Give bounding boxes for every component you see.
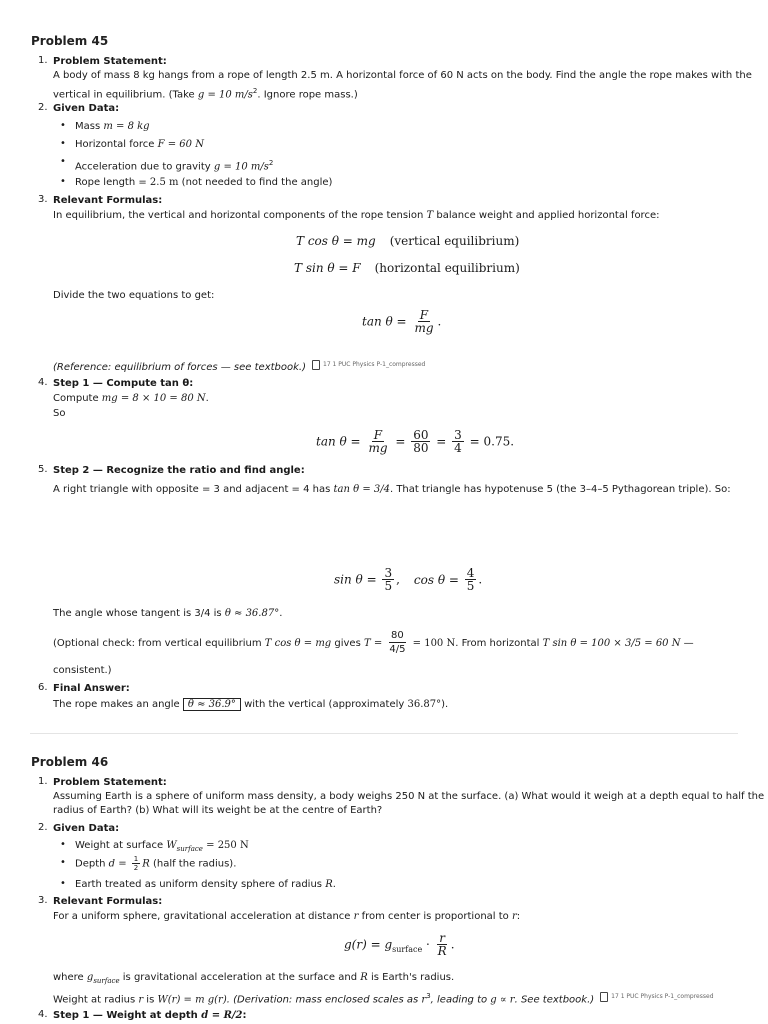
step-number: 4. (38, 1009, 48, 1020)
step-number: 3. (38, 194, 48, 205)
weight-line: Weight at radius r is W(r) = m g(r). (Derivation: mass enclosed scales as $r^3$, leading to g ∝ r. See textbook.) 17 1 PUC Physics P-1_compressed (53, 992, 714, 1006)
formula-intro: For a uniform sphere, gravitational acceleration at distance r from center is proportional to r: (53, 911, 521, 922)
given-item: Weight at surface $W_{surface} = 250$ N (75, 840, 249, 853)
compute-line: Compute mg = 8 × 10 = 80 N. (53, 393, 209, 404)
statement-line: Assuming Earth is a sphere of uniform mass density, a body weighs 250 N at the surface. (a) What would it weigh at a depth equal to half the (53, 791, 765, 802)
section-label: Step 1 — Weight at depth d = R/2: (53, 1010, 247, 1021)
bullet-icon: • (60, 156, 66, 167)
statement-line: A body of mass 8 kg hangs from a rope of length 2.5 m. A horizontal force of 60 N acts on the body. Find the angle the rope makes with the (53, 70, 752, 81)
given-item: Depth d = $\frac{1}{2}$ R (half the radius). (75, 855, 237, 872)
divide-text: Divide the two equations to get: (53, 290, 215, 301)
angle-line: The angle whose tangent is 3/4 is θ ≈ 36.87°. (53, 608, 283, 619)
answer-box: θ ≈ 36.9° (183, 698, 241, 711)
equation-g-r: $g(r) = g_{surface}$ · $\frac{r}{R}$ . (344, 931, 455, 958)
given-item: Acceleration due to gravity g = 10 $m/s^2$ (75, 159, 274, 173)
step-number: 2. (38, 822, 48, 833)
statement-line: radius of Earth? (b) What will its weight be at the centre of Earth? (53, 805, 383, 816)
given-item: Earth treated as uniform density sphere of radius R. (75, 879, 336, 890)
section-label: Final Answer: (53, 683, 130, 694)
step-number: 3. (38, 895, 48, 906)
equation-sin-cos: sin θ = $\frac{3}{5}$ , cos θ = $\frac{4}{5}$ . (334, 566, 483, 593)
equation-horizontal: T sin θ = F (horizontal equilibrium) (294, 261, 520, 275)
given-item: Rope length = 2.5 m (not needed to find the angle) (75, 177, 333, 188)
section-label: Problem Statement: (53, 56, 167, 67)
section-label: Given Data: (53, 823, 120, 834)
bullet-icon: • (60, 878, 66, 889)
statement-line: vertical in equilibrium. (Take g = 10 $m/s^2$. Ignore rope mass.) (53, 87, 358, 101)
bullet-icon: • (60, 857, 66, 868)
equation-tan: tan θ = $\frac{F}{mg}$ . (362, 308, 442, 335)
triangle-line: A right triangle with opposite = 3 and adjacent = 4 has tan θ = 3/4. That triangle has hypotenuse 5 (the 3–4–5 Pythagorean triple). So: (53, 484, 731, 495)
bullet-icon: • (60, 839, 66, 850)
equation-tan-value: tan θ = $\frac{F}{mg}$ = $\frac{60}{80}$ = $\frac{3}{4}$ = 0.75. (316, 428, 515, 455)
problem-45-title: Problem 45 (31, 34, 109, 48)
section-label: Relevant Formulas: (53, 195, 163, 206)
step-number: 1. (38, 55, 48, 66)
so-text: So (53, 408, 66, 419)
source-chip[interactable]: 17 1 PUC Physics P-1_compressed (312, 358, 425, 372)
step-number: 2. (38, 102, 48, 113)
step-number: 1. (38, 776, 48, 787)
where-line: where $g_{surface}$ is gravitational acceleration at the surface and R is Earth's radius. (53, 972, 455, 985)
problem-46-title: Problem 46 (31, 755, 109, 769)
section-label: Step 2 — Recognize the ratio and find angle: (53, 465, 305, 476)
document-icon (600, 992, 608, 1002)
step-number: 6. (38, 682, 48, 693)
formula-intro: In equilibrium, the vertical and horizontal components of the rope tension T balance weight and applied horizontal force: (53, 210, 660, 221)
step-number: 5. (38, 464, 48, 475)
bullet-icon: • (60, 138, 66, 149)
step-number: 4. (38, 377, 48, 388)
reference-line: (Reference: equilibrium of forces — see textbook.) 17 1 PUC Physics P-1_compressed (53, 358, 425, 375)
optional-check: (Optional check: from vertical equilibrium T cos θ = mg gives T = $\frac{80}{4/5}$ = 100 N. From horizontal T sin θ = 100 × 3/5 = 60 N — (53, 630, 694, 655)
bullet-icon: • (60, 176, 66, 187)
optional-check-end: consistent.) (53, 665, 112, 676)
given-item: Horizontal force F = 60 N (75, 139, 204, 150)
section-label: Problem Statement: (53, 777, 167, 788)
final-answer: The rope makes an angle θ ≈ 36.9° with the vertical (approximately 36.87°). (53, 699, 449, 710)
section-label: Step 1 — Compute tan θ: (53, 378, 194, 389)
equation-vertical: T cos θ = mg (vertical equilibrium) (296, 234, 520, 248)
section-divider (30, 733, 738, 734)
bullet-icon: • (60, 120, 66, 131)
document-icon (312, 360, 320, 370)
source-chip[interactable]: 17 1 PUC Physics P-1_compressed (600, 990, 713, 1004)
section-label: Relevant Formulas: (53, 896, 163, 907)
section-label: Given Data: (53, 103, 120, 114)
given-item: Mass m = 8 kg (75, 121, 150, 132)
